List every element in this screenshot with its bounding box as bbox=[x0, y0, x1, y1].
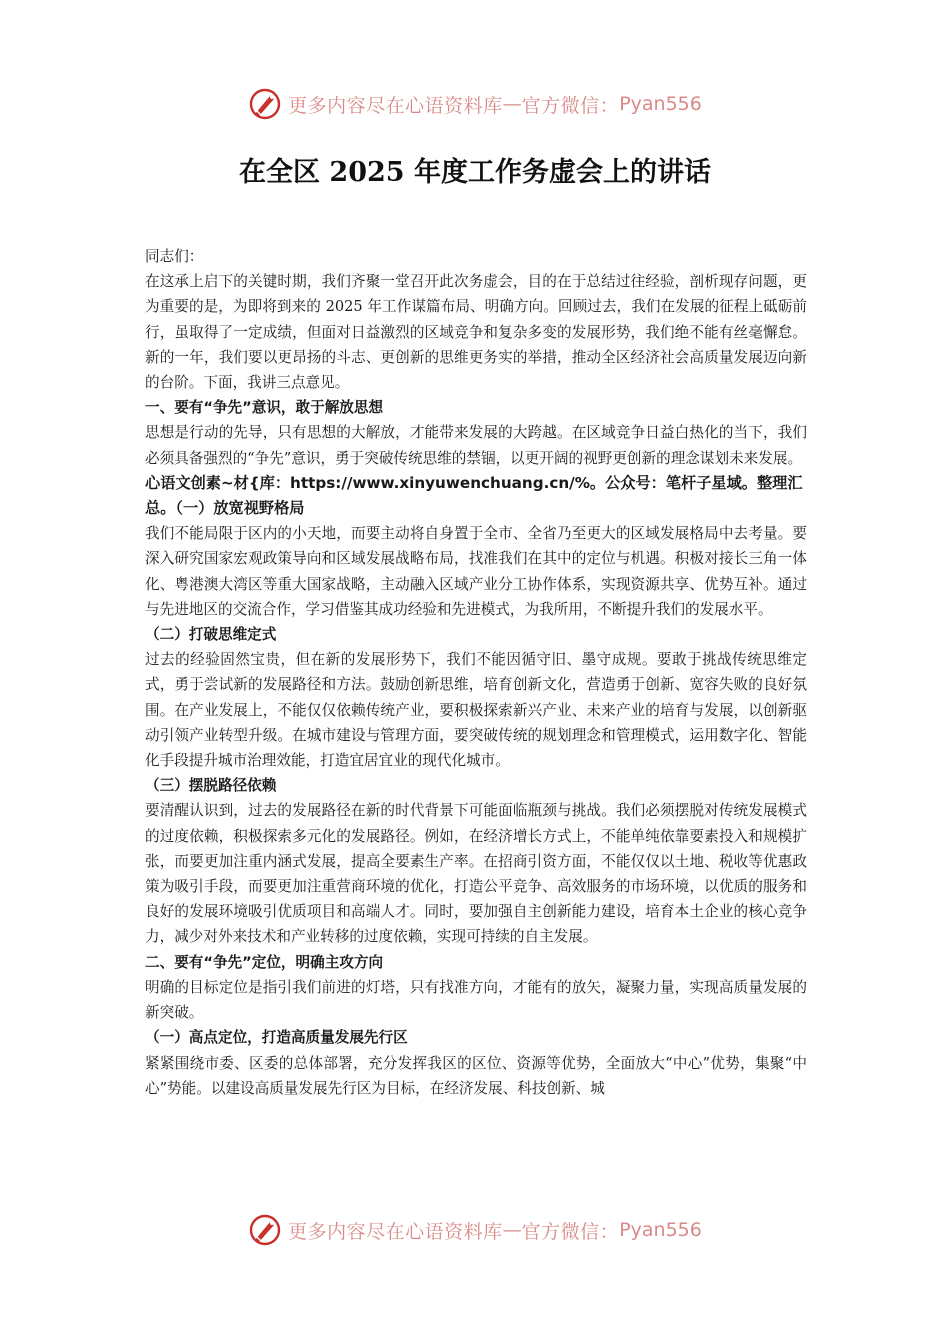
section2-body: 明确的目标定位是指引我们前进的灯塔，只有找准方向，才能有的放矢，凝聚力量，实现高质量发展的新突破。 bbox=[145, 978, 807, 1022]
footer-banner bbox=[0, 1210, 950, 1250]
banner-wechat-id: Pyan556 bbox=[619, 1219, 702, 1241]
section1-heading: 一、要有“争先”意识，敢于解放思想 bbox=[145, 399, 384, 417]
section2-sub1-body: 紧紧围绕市委、区委的总体部署，充分发挥我区的区位、资源等优势，全面放大“中心”优势，集聚“中心”势能。以建设高质量发展先行区为目标，在经济发展、科技创新、城 bbox=[145, 1054, 807, 1097]
section1-sub3-heading: （三）摆脱路径依赖 bbox=[145, 777, 277, 795]
section1-sub1-body: 我们不能局限于区内的小天地，而要主动将自身置于全市、全省乃至更大的区域发展格局中去考量。要深入研究国家宏观政策导向和区域发展战略布局，找准我们在其中的定位与机遇。积极对接长三角一体化、粤港澳大湾区等重大国家战略，主动融入区域产业分工协作体系，实现资源共享、优势互补。通过与先进地区的交流合作，学习借鉴其成功经验和先进模式，为我所用，不断提升我们的发展水平。 bbox=[145, 525, 807, 618]
intro-paragraph: 在这承上启下的关键时期，我们齐聚一堂召开此次务虚会，目的在于总结过往经验，剖析现存问题，更为重要的是，为即将到来的 2025 年工作谋篇布局、明确方向。回顾过去，我们在发展的征程上砥砺前行，虽取得了一定成绩，但面对日益激烈的区域竞争和复杂多变的发展形势，我们绝不能有丝毫懈怠。新的一年，我们要以更昂扬的斗志、更创新的思维更务实的举措，推动全区经济社会高质量发展迈向新的台阶。下面，我讲三点意见。 bbox=[145, 273, 807, 392]
section2-heading: 二、要有“争先”定位，明确主攻方向 bbox=[145, 953, 384, 971]
section1-body: 思想是行动的先导，只有思想的大解放，才能带来发展的大跨越。在区域竞争日益白热化的当下，我们必须具备强烈的“争先”意识，勇于突破传统思维的禁锢，以更开阔的视野更创新的理念谋划未来发展。 bbox=[145, 424, 807, 467]
section1-sub2-heading: （二）打破思维定式 bbox=[145, 626, 277, 644]
pen-logo-icon bbox=[248, 1213, 282, 1247]
document-body bbox=[145, 244, 807, 1101]
banner-wechat-label: 官方微信： bbox=[521, 94, 620, 117]
banner-wechat-label: 官方微信： bbox=[521, 1220, 620, 1243]
watermark-subheading-line: 心语文创素~材{库：https://www.xinyuwenchuang.cn/%。公众号：笔杆子星域。整理汇总。（一）放宽视野格局 bbox=[145, 473, 803, 518]
section1-sub3-body: 要清醒认识到，过去的发展路径在新的时代背景下可能面临瓶颈与挑战。我们必须摆脱对传统发展模式的过度依赖，积极探索多元化的发展路径。例如，在经济增长方式上，不能单纯依靠要素投入和规模扩张，而要更加注重内涵式发展，提高全要素生产率。在招商引资方面，不能仅仅以土地、税收等优惠政策为吸引手段，而要更加注重营商环境的优化，打造公平竞争、高效服务的市场环境，以优质的服务和良好的发展环境吸引优质项目和高端人才。同时，要加强自主创新能力建设，培育本土企业的核心竞争力，减少对外来技术和产业转移的过度依赖，实现可持续的自主发展。 bbox=[145, 802, 807, 946]
greeting: 同志们： bbox=[145, 248, 204, 265]
pen-logo-icon bbox=[248, 87, 282, 121]
banner-separator: — bbox=[502, 93, 522, 115]
section2-sub1-heading: （一）高点定位，打造高质量发展先行区 bbox=[145, 1029, 408, 1047]
header-banner bbox=[0, 84, 950, 124]
page-title: 在全区 2025 年度工作务虚会上的讲话 bbox=[239, 157, 711, 188]
banner-text: 更多内容尽在心语资料库 bbox=[288, 1220, 503, 1243]
banner-wechat-id: Pyan556 bbox=[619, 93, 702, 115]
banner-text: 更多内容尽在心语资料库 bbox=[288, 94, 503, 117]
section1-sub2-body: 过去的经验固然宝贵，但在新的发展形势下，我们不能因循守旧、墨守成规。要敢于挑战传统思维定式，勇于尝试新的发展路径和方法。鼓励创新思维，培育创新文化，营造勇于创新、宽容失败的良好氛围。在产业发展上，不能仅仅依赖传统产业，要积极探索新兴产业、未来产业的培育与发展，以创新驱动引领产业转型升级。在城市建设与管理方面，要突破传统的规划理念和管理模式，运用数字化、智能化手段提升城市治理效能，打造宜居宜业的现代化城市。 bbox=[145, 651, 807, 770]
banner-separator: — bbox=[502, 1219, 522, 1241]
